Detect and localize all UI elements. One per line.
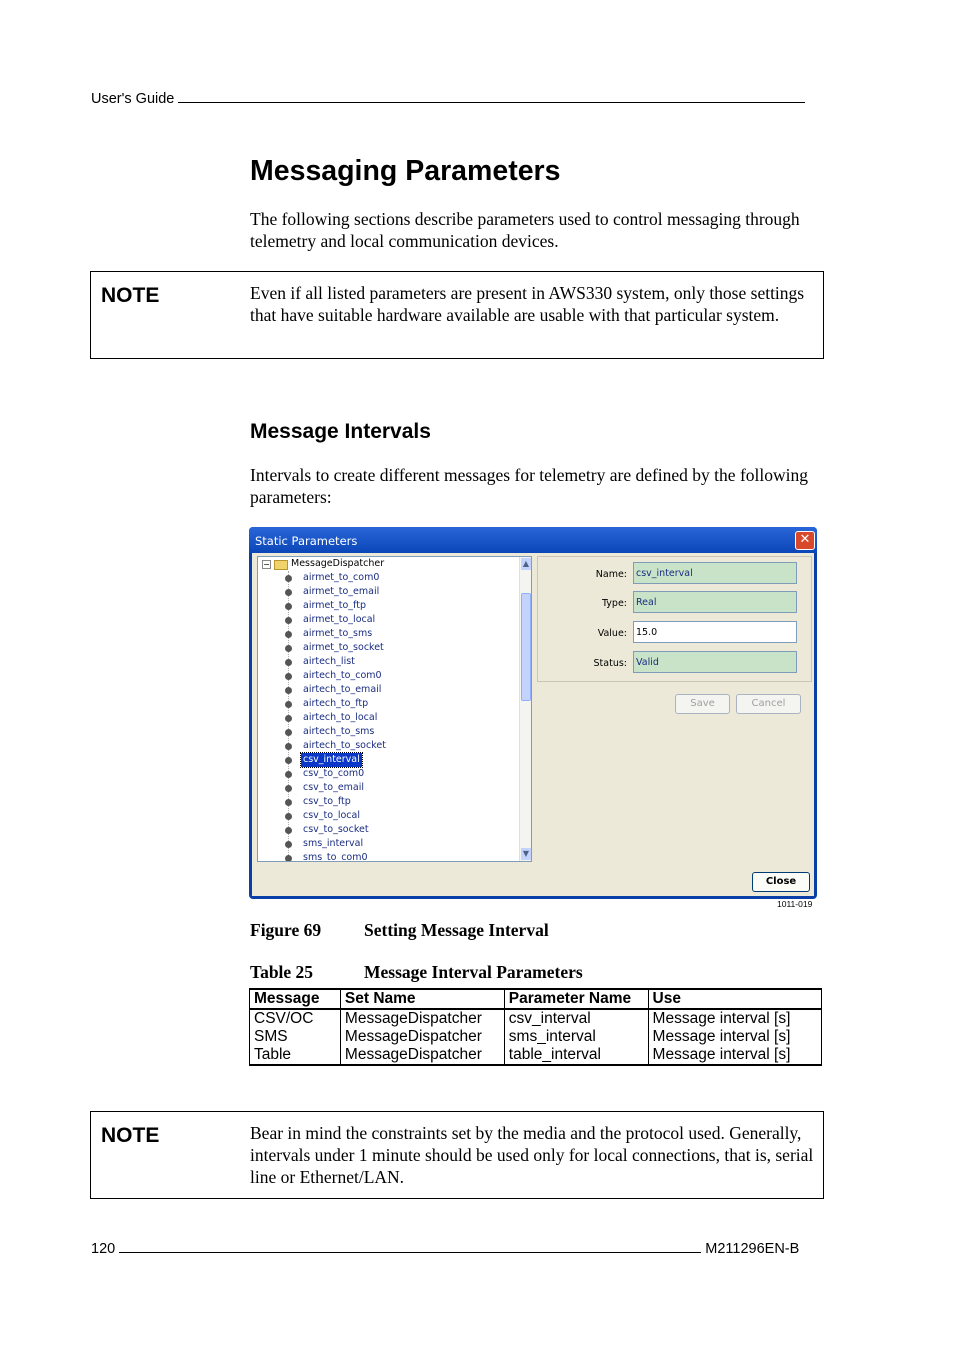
header-rule: [178, 102, 805, 103]
section-heading: Message Intervals: [250, 420, 431, 443]
parameter-bullet-icon: [285, 659, 292, 666]
status-field: Valid: [633, 651, 797, 673]
parameter-bullet-icon: [285, 785, 292, 792]
tree-item-label: sms_interval: [303, 838, 364, 849]
name-field: csv_interval: [633, 562, 797, 584]
table-cell: sms_interval: [504, 1028, 648, 1046]
tree-item-label: airmet_to_local: [303, 614, 376, 625]
window-client: [252, 553, 814, 896]
type-field: Real: [633, 591, 797, 613]
save-button[interactable]: Save: [675, 694, 730, 714]
table-cell: Message interval [s]: [648, 1009, 821, 1028]
scroll-thumb[interactable]: [521, 593, 531, 701]
parameter-bullet-icon: [285, 673, 292, 680]
note-box-2: [90, 1111, 824, 1199]
tree-item-label: airtech_to_ftp: [303, 698, 369, 709]
table-number: Table 25: [250, 962, 314, 982]
tree-item-label: csv_to_com0: [303, 768, 365, 779]
table-row: [250, 1028, 822, 1046]
tree-collapse-icon[interactable]: −: [263, 560, 270, 569]
properties-panel: [537, 556, 812, 682]
table-cell: CSV/OC: [250, 1009, 341, 1028]
note-label: NOTE: [101, 1124, 160, 1147]
table-header-cell: Parameter Name: [504, 989, 648, 1009]
close-button[interactable]: Close: [752, 872, 810, 892]
tree-item-label: csv_to_email: [303, 782, 365, 793]
table-cell: table_interval: [504, 1046, 648, 1065]
parameter-bullet-icon: [285, 645, 292, 652]
parameter-bullet-icon: [285, 841, 292, 848]
cancel-button[interactable]: Cancel: [736, 694, 801, 714]
window-titlebar: [249, 527, 817, 553]
parameter-bullet-icon: [285, 617, 292, 624]
scroll-down-icon[interactable]: ▼: [522, 849, 530, 858]
parameter-bullet-icon: [285, 743, 292, 750]
parameter-tree[interactable]: [257, 556, 532, 862]
table-cell: SMS: [250, 1028, 341, 1046]
figure-id: 1011-019: [777, 899, 813, 909]
note-text: Even if all listed parameters are present in AWS330 system, only those settings that have suitable hardware available are usable with that particular system.: [250, 283, 805, 325]
parameter-bullet-icon: [285, 603, 292, 610]
tree-item-label: airtech_to_sms: [303, 726, 375, 737]
parameter-bullet-icon: [285, 715, 292, 722]
tree-item-label: csv_to_local: [303, 810, 360, 821]
figure-number: Figure 69: [250, 920, 322, 940]
table-caption-text: Message Interval Parameters: [364, 962, 583, 982]
table-cell: Message interval [s]: [648, 1046, 821, 1065]
table-cell: MessageDispatcher: [340, 1046, 504, 1065]
parameter-bullet-icon: [285, 729, 292, 736]
note-label: NOTE: [101, 284, 160, 307]
table-header-cell: Use: [648, 989, 821, 1009]
parameter-bullet-icon: [285, 757, 292, 764]
table-cell: MessageDispatcher: [340, 1009, 504, 1028]
document-code: M211296EN-B: [705, 1241, 800, 1257]
note-box-1: [90, 271, 824, 359]
parameter-bullet-icon: [285, 855, 292, 862]
value-label: Value:: [597, 628, 627, 639]
table-row: [250, 1009, 822, 1028]
parameter-bullet-icon: [285, 799, 292, 806]
table-cell: Message interval [s]: [648, 1028, 821, 1046]
tree-item-label: airmet_to_email: [303, 586, 380, 597]
page-title: Messaging Parameters: [250, 155, 561, 187]
table-header-cell: Set Name: [340, 989, 504, 1009]
tree-item-label: csv_interval: [303, 754, 360, 765]
window-close-icon[interactable]: ✕: [795, 531, 815, 550]
table-cell: MessageDispatcher: [340, 1028, 504, 1046]
page-footer: [91, 1241, 799, 1257]
page-number: 120: [91, 1241, 116, 1257]
tree-scrollbar[interactable]: [519, 557, 532, 861]
tree-item-label: csv_to_socket: [303, 824, 369, 835]
figure-caption: [250, 920, 549, 941]
tree-item-label: airmet_to_sms: [303, 628, 373, 639]
parameter-bullet-icon: [285, 589, 292, 596]
table-cell: csv_interval: [504, 1009, 648, 1028]
type-label: Type:: [601, 598, 627, 609]
tree-root-label: MessageDispatcher: [291, 558, 385, 569]
parameter-bullet-icon: [285, 701, 292, 708]
table-caption: [250, 962, 583, 983]
parameter-bullet-icon: [285, 687, 292, 694]
tree-item-label: airtech_list: [303, 656, 355, 667]
table-row: [250, 1046, 822, 1065]
tree-item-label: airmet_to_com0: [303, 572, 380, 583]
scroll-up-icon[interactable]: ▲: [522, 559, 530, 568]
tree-item-label: airtech_to_socket: [303, 740, 386, 751]
message-interval-table: [249, 988, 822, 1066]
section-paragraph: Intervals to create different messages for telemetry are defined by the following parameters:: [250, 465, 808, 507]
window-title: Static Parameters: [255, 534, 358, 548]
tree-item-label: airtech_to_com0: [303, 670, 382, 681]
parameter-bullet-icon: [285, 575, 292, 582]
parameter-bullet-icon: [285, 827, 292, 834]
footer-rule: [119, 1252, 701, 1253]
status-label: Status:: [593, 658, 627, 669]
tree-item-label: sms_to_com0: [303, 852, 368, 862]
table-header-row: [250, 989, 822, 1009]
parameter-bullet-icon: [285, 631, 292, 638]
tree-item-label: airtech_to_local: [303, 712, 378, 723]
header-title: User's Guide: [91, 91, 175, 107]
tree-item-label: csv_to_ftp: [303, 796, 351, 807]
table-header-cell: Message: [250, 989, 341, 1009]
figure-caption-text: Setting Message Interval: [364, 920, 549, 940]
note-text: Bear in mind the constraints set by the media and the protocol used. Generally, intervals under 1 minute should be used only for local connections, that is, serial line or Ethernet/LAN.: [250, 1123, 814, 1187]
tree-item-label: airmet_to_socket: [303, 642, 384, 653]
parameter-bullet-icon: [285, 813, 292, 820]
page-header: [91, 91, 805, 107]
parameter-bullet-icon: [285, 771, 292, 778]
value-input[interactable]: 15.0: [633, 621, 797, 643]
tree-item-label: airmet_to_ftp: [303, 600, 366, 611]
folder-icon: [274, 560, 288, 570]
intro-paragraph: The following sections describe parameters used to control messaging through telemetry and local communication devices.: [250, 209, 800, 251]
tree-item-label: airtech_to_email: [303, 684, 382, 695]
name-label: Name:: [595, 569, 627, 580]
static-parameters-window: [249, 527, 817, 899]
table-cell: Table: [250, 1046, 341, 1065]
